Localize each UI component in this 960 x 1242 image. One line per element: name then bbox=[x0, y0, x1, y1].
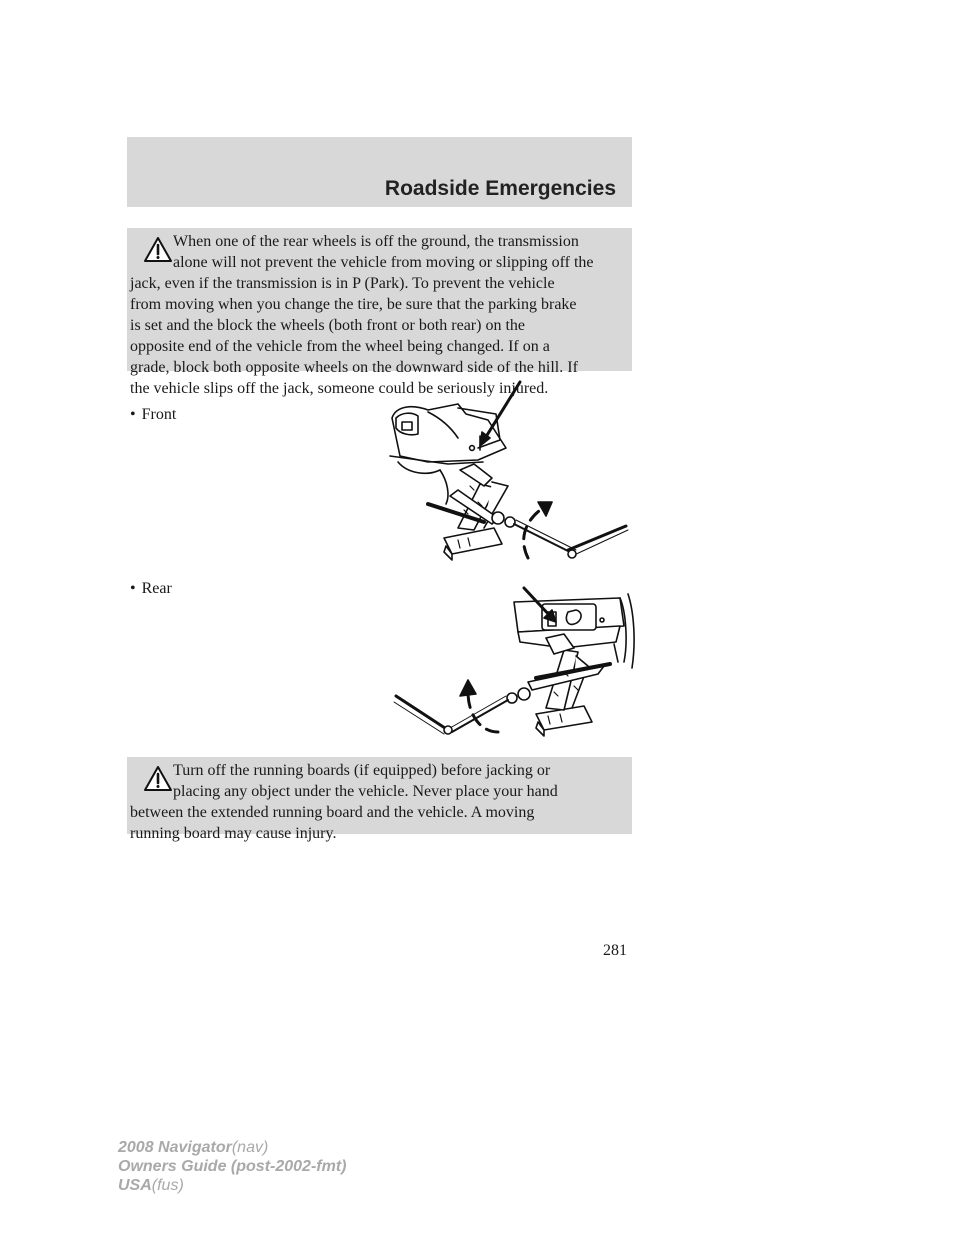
warning-line: opposite end of the vehicle from the wheel being changed. If on a bbox=[130, 338, 550, 355]
warning-line: grade, block both opposite wheels on the downward side of the hill. If bbox=[130, 359, 578, 376]
warning-triangle-icon bbox=[143, 765, 173, 792]
warning-text bbox=[130, 228, 622, 399]
warning-text bbox=[130, 757, 622, 844]
rear-jack-illustration bbox=[388, 582, 638, 742]
footer-market: USA bbox=[118, 1177, 152, 1194]
page-number: 281 bbox=[603, 942, 627, 959]
bullet-item-rear bbox=[130, 580, 172, 598]
front-jack-illustration bbox=[388, 378, 638, 568]
warning-line: the vehicle slips off the jack, someone could be seriously injured. bbox=[130, 380, 549, 397]
warning-line: alone will not prevent the vehicle from moving or slipping off the bbox=[173, 254, 594, 271]
warning-box-running-boards bbox=[127, 757, 632, 842]
warning-line: When one of the rear wheels is off the ground, the transmission bbox=[173, 233, 579, 250]
footer-model: 2008 Navigator bbox=[118, 1139, 232, 1156]
section-title: Roadside Emergencies bbox=[384, 177, 616, 200]
footer-guide: Owners Guide (post-2002-fmt) bbox=[118, 1158, 347, 1175]
bullet-dot: • bbox=[130, 580, 136, 597]
warning-line: running board may cause injury. bbox=[130, 825, 337, 842]
warning-line: Turn off the running boards (if equipped) before jacking or bbox=[173, 762, 551, 779]
document-footer bbox=[118, 1138, 346, 1195]
warning-triangle-icon bbox=[143, 236, 173, 263]
bullet-label: Rear bbox=[141, 580, 172, 597]
footer-line bbox=[118, 1157, 346, 1176]
warning-line: placing any object under the vehicle. Never place your hand bbox=[173, 783, 558, 800]
warning-line: jack, even if the transmission is in P (Park). To prevent the vehicle bbox=[130, 275, 555, 292]
footer-line bbox=[118, 1138, 346, 1157]
warning-box-jack-safety bbox=[127, 228, 632, 397]
footer-line bbox=[118, 1176, 346, 1195]
warning-line: from moving when you change the tire, be sure that the parking brake bbox=[130, 296, 577, 313]
warning-line: is set and the block the wheels (both front or both rear) on the bbox=[130, 317, 525, 334]
footer-model-code: (nav) bbox=[231, 1139, 269, 1156]
footer-market-code: (fus) bbox=[151, 1177, 184, 1194]
bullet-item-front bbox=[130, 406, 176, 424]
bullet-dot: • bbox=[130, 406, 136, 423]
section-header bbox=[127, 137, 632, 207]
bullet-label: Front bbox=[141, 406, 177, 423]
warning-line: between the extended running board and the vehicle. A moving bbox=[130, 804, 535, 821]
